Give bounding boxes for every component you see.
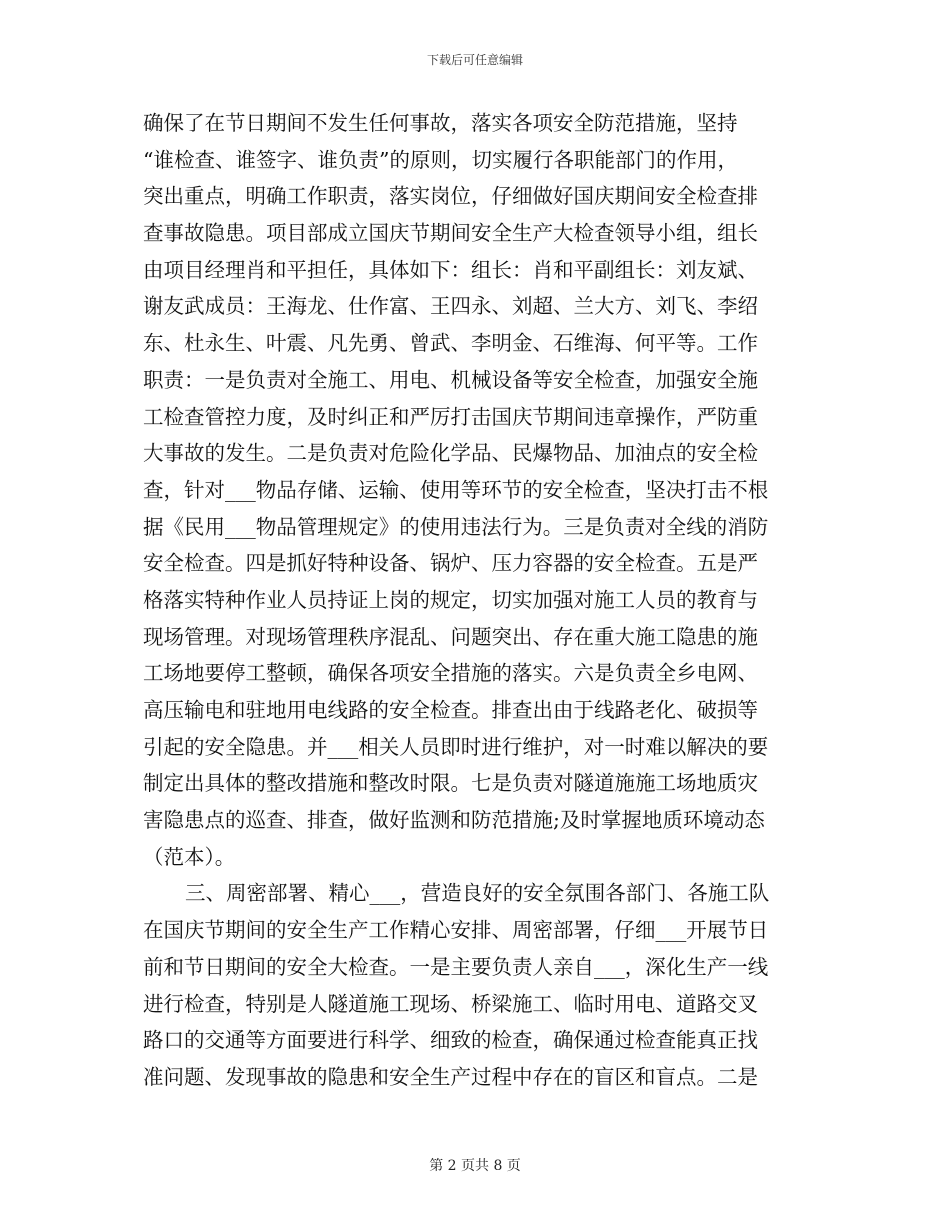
- text-line: 在国庆节期间的安全生产工作精心安排、周密部署，仔细___开展节日: [143, 918, 769, 943]
- text-line: 大事故的发生。二是负责对危险化学品、民爆物品、加油点的安全检: [143, 441, 758, 466]
- text-line: 查，针对___物品存储、运输、使用等环节的安全检查，坚决打击不根: [143, 477, 769, 502]
- text-line: 进行检查，特别是人隧道施工现场、桥梁施工、临时用电、道路交叉: [143, 991, 758, 1016]
- text-line: 据《民用___物品管理规定》的使用违法行为。三是负责对全线的消防: [143, 514, 769, 539]
- page-header: 下载后可任意编辑: [426, 53, 523, 67]
- text-line: 高压输电和驻地用电线路的安全检查。排查出由于线路老化、破损等: [143, 698, 758, 722]
- section-start-line: 三、周密部署、精心___，营造良好的安全氛围各部门、各施工队: [185, 881, 770, 906]
- text-line: 查事故隐患。项目部成立国庆节期间安全生产大检查领导小组，组长: [143, 221, 758, 246]
- text-line: 害隐患点的巡查、排查，做好监测和防范措施;及时掌握地质环境动态: [143, 808, 765, 833]
- text-line: 制定出具体的整改措施和整改时限。七是负责对隧道施施工场地质灾: [143, 771, 758, 796]
- text-line: “谁检查、谁签字、谁负责”的原则，切实履行各职能部门的作用，: [143, 147, 738, 172]
- text-line: 确保了在节日期间不发生任何事故，落实各项安全防范措施，坚持: [143, 111, 738, 135]
- text-line: 由项目经理肖和平担任，具体如下：组长：肖和平副组长：刘友斌、: [143, 257, 758, 282]
- text-line: 突出重点，明确工作职责，落实岗位，仔细做好国庆期间安全检查排: [143, 184, 758, 209]
- text-line: 东、杜永生、叶震、凡先勇、曾武、李明金、石维海、何平等。工作: [143, 331, 758, 356]
- text-line: 谢友武成员：王海龙、仕作富、王四永、刘超、兰大方、刘飞、李绍: [143, 294, 758, 319]
- page-number: 第 2 页共 8 页: [429, 1158, 521, 1174]
- text-line: （范本）。: [143, 844, 236, 869]
- text-line: 安全检查。四是抓好特种设备、锅炉、压力容器的安全检查。五是严: [143, 551, 758, 576]
- text-line: 引起的安全隐患。并___相关人员即时进行维护，对一时难以解决的要: [143, 734, 769, 759]
- document-body: [143, 105, 808, 1096]
- text-line: 准问题、发现事故的隐患和安全生产过程中存在的盲区和盲点。二是: [143, 1064, 758, 1089]
- text-line: 工场地要停工整顿，确保各项安全措施的落实。六是负责全乡电网、: [143, 661, 758, 686]
- text-line: 路口的交通等方面要进行科学、细致的检查，确保通过检查能真正找: [143, 1028, 758, 1053]
- text-line: 工检查管控力度，及时纠正和严厉打击国庆节期间违章操作，严防重: [143, 404, 758, 429]
- text-line: 职责：一是负责对全施工、用电、机械设备等安全检查，加强安全施: [143, 367, 758, 392]
- text-line: 现场管理。对现场管理秩序混乱、问题突出、存在重大施工隐患的施: [143, 624, 758, 649]
- text-line: 格落实特种作业人员持证上岗的规定，切实加强对施工人员的教育与: [143, 587, 758, 612]
- text-line: 前和节日期间的安全大检查。一是主要负责人亲自___，深化生产一线: [143, 954, 769, 979]
